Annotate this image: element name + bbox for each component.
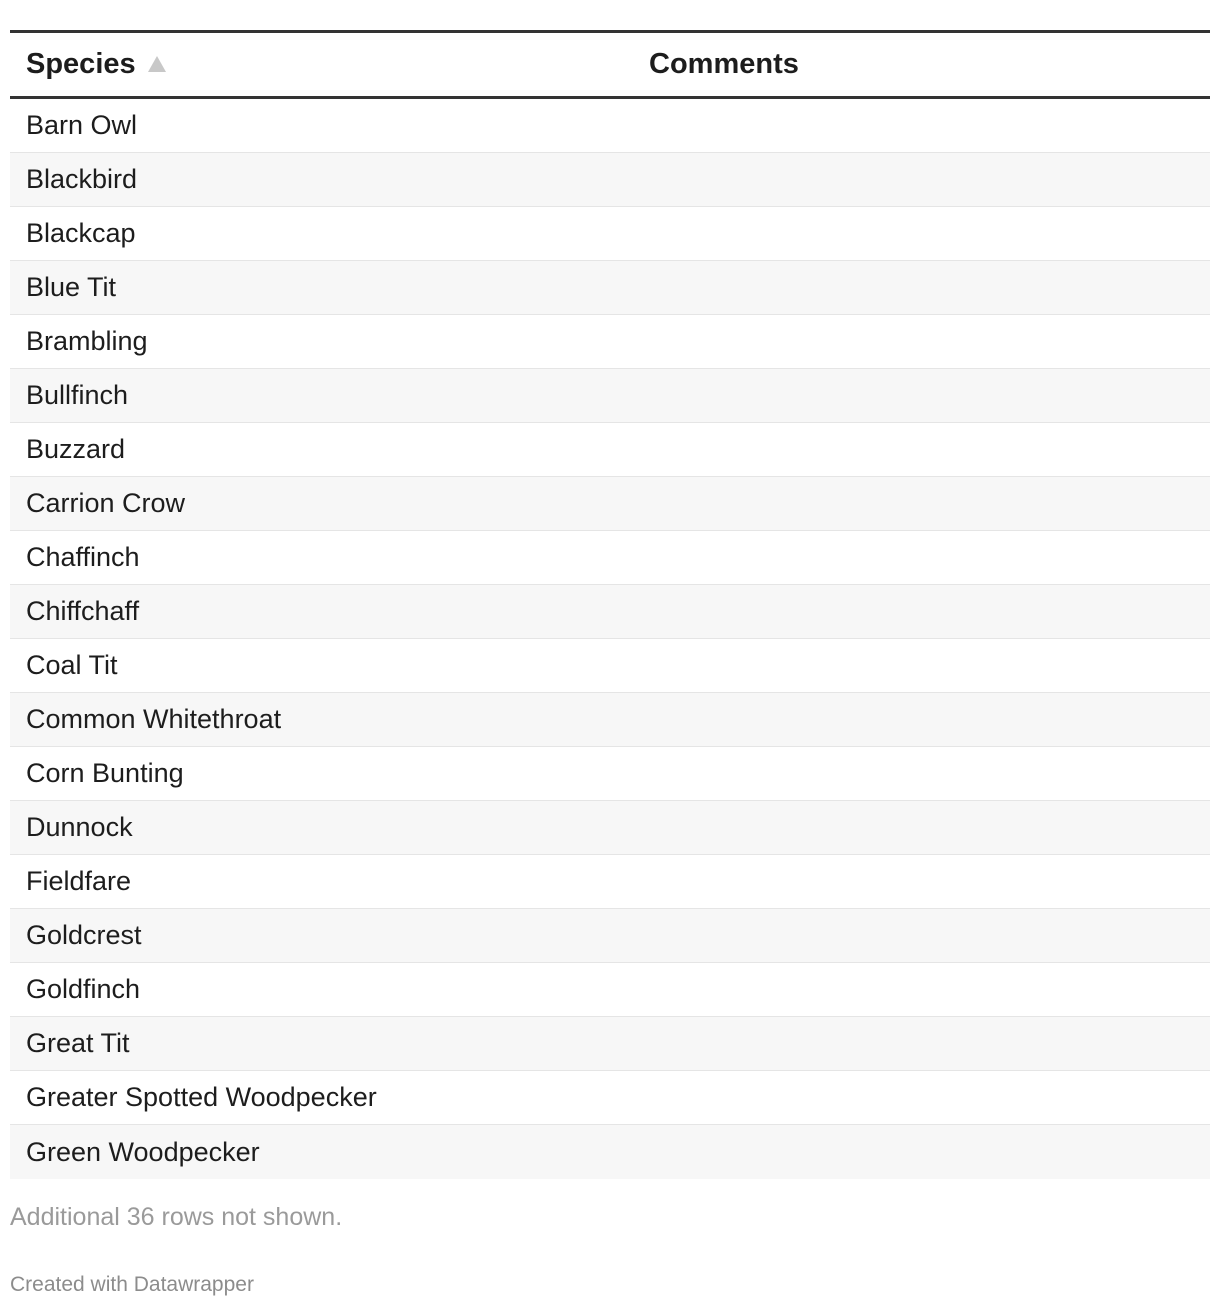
cell-species: Green Woodpecker xyxy=(26,1136,260,1167)
column-header-comments[interactable] xyxy=(649,33,799,96)
table-header xyxy=(10,30,1210,99)
cell-species: Great Tit xyxy=(26,1028,130,1058)
table-row xyxy=(10,1071,1210,1125)
table-row xyxy=(10,639,1210,693)
cell-species: Brambling xyxy=(26,326,148,356)
column-header-species-label: Species xyxy=(26,48,136,80)
table-row xyxy=(10,747,1210,801)
datawrapper-credit: Created with Datawrapper xyxy=(10,1273,254,1296)
table-row xyxy=(10,963,1210,1017)
cell-species: Chaffinch xyxy=(26,542,140,572)
cell-species: Dunnock xyxy=(26,812,133,842)
column-header-species[interactable] xyxy=(26,33,166,96)
cell-species: Coal Tit xyxy=(26,650,118,680)
cell-species: Blackcap xyxy=(26,218,136,248)
cell-species: Goldfinch xyxy=(26,974,141,1004)
table-row xyxy=(10,261,1210,315)
cell-species: Fieldfare xyxy=(26,866,132,896)
cell-species: Greater Spotted Woodpecker xyxy=(26,1082,377,1112)
table-row xyxy=(10,153,1210,207)
cell-species: Goldcrest xyxy=(26,920,142,950)
cell-species: Buzzard xyxy=(26,434,126,464)
cell-species: Common Whitethroat xyxy=(26,704,282,734)
cell-species: Blue Tit xyxy=(26,272,117,302)
rows-not-shown-note: Additional 36 rows not shown. xyxy=(10,1203,343,1231)
cell-species: Chiffchaff xyxy=(26,596,140,626)
table-row xyxy=(10,855,1210,909)
table-row xyxy=(10,207,1210,261)
table-row xyxy=(10,315,1210,369)
cell-species: Carrion Crow xyxy=(26,488,186,518)
data-table xyxy=(10,30,1210,1179)
table-row xyxy=(10,369,1210,423)
table-row xyxy=(10,909,1210,963)
table-row xyxy=(10,585,1210,639)
cell-species: Bullfinch xyxy=(26,380,129,410)
cell-species: Corn Bunting xyxy=(26,758,184,788)
table-row xyxy=(10,801,1210,855)
column-header-comments-label: Comments xyxy=(649,48,799,80)
table-row xyxy=(10,1125,1210,1179)
sort-ascending-icon[interactable] xyxy=(148,56,166,72)
table-row xyxy=(10,693,1210,747)
table-row xyxy=(10,477,1210,531)
table-body xyxy=(10,99,1210,1179)
table-row xyxy=(10,531,1210,585)
cell-species: Barn Owl xyxy=(26,110,138,140)
table-row xyxy=(10,99,1210,153)
cell-species: Blackbird xyxy=(26,164,138,194)
table-row xyxy=(10,1017,1210,1071)
table-row xyxy=(10,423,1210,477)
